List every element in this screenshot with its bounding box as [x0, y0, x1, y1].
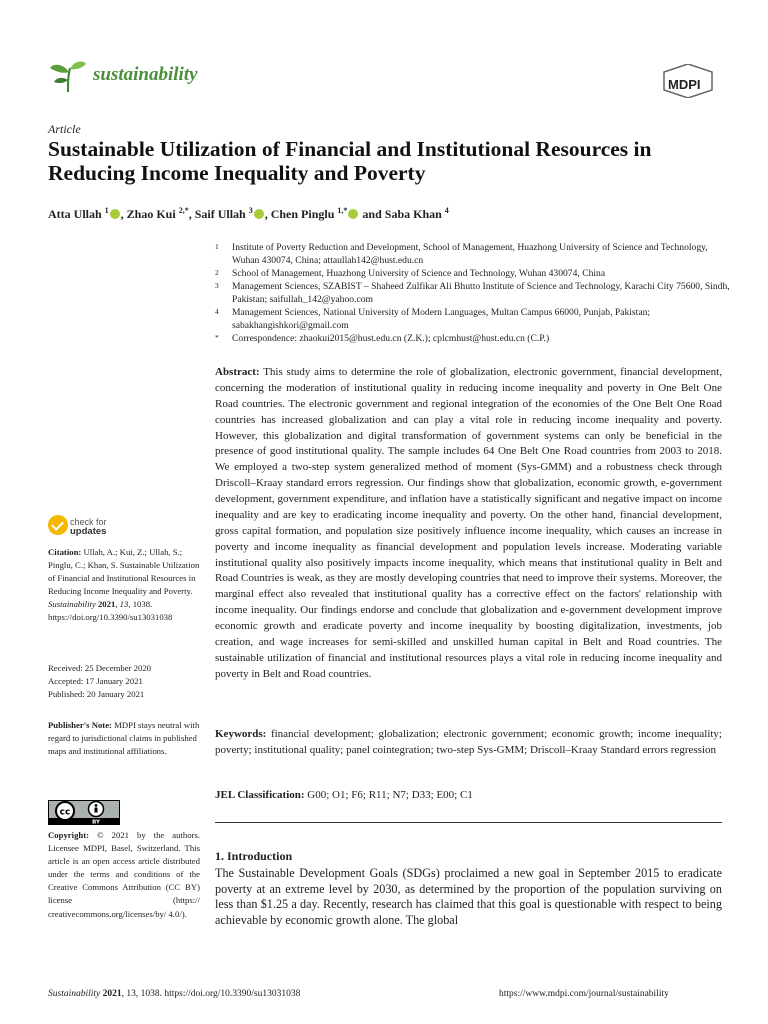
affiliation-text: Management Sciences, National University of Modern Languages, Multan Campus 66000, Punjab, Pakistan; sabakhangishkori@gmail.com: [232, 307, 651, 331]
author-name: Atta Ullah: [48, 207, 105, 221]
publisher-note-text: MDPI stays neutral with regard to jurisdictional claims in published maps and institutional affiliations.: [48, 720, 200, 757]
copyright-block: [48, 829, 200, 921]
mdpi-logo-text: MDPI: [668, 77, 701, 92]
journal-name: sustainability: [93, 64, 198, 85]
author-name: Chen Pinglu: [270, 207, 338, 221]
affiliation-item: [215, 267, 730, 280]
orcid-icon[interactable]: [254, 209, 264, 219]
affiliation-mark: 3: [215, 281, 219, 290]
article-title: Sustainable Utilization of Financial and Institutional Resources in Reducing Income Inequality and Poverty: [48, 137, 652, 185]
author-name: Zhao Kui: [126, 207, 179, 221]
check-updates-icon: [48, 515, 68, 535]
keywords: [215, 726, 722, 758]
introduction-text: The Sustainable Development Goals (SDGs) proclaimed a new goal in September 2015 to eradicate poverty at an extreme level by 2030, as determined by the proportion of the population surviving on less than $1.25 a day. Recently, research has claimed that this goal is questionable with respect to being achievable by economic growth alone. The global: [215, 866, 722, 927]
affiliation-text: Correspondence: zhaokui2015@hust.edu.cn (Z.K.); cplcmhust@hust.edu.cn (C.P.): [232, 333, 550, 344]
keywords-text: financial development; globalization; electronic government; economic growth; income inequality; poverty; institutional quality; panel cointegration; two-step Sys-GMM; Driscoll–Kraay Standard errors regression: [215, 728, 722, 756]
keywords-label: Keywords:: [215, 728, 267, 740]
footer-journal: Sustainability: [48, 989, 101, 999]
citation-label: Citation:: [48, 547, 82, 557]
article-type: Article: [48, 122, 81, 136]
affiliation-item: [215, 332, 730, 345]
published-date: Published: 20 January 2021: [48, 689, 145, 700]
section-heading-introduction: 1. Introduction: [215, 849, 293, 863]
check-updates-line1: check for: [70, 517, 107, 527]
section-divider: [215, 822, 722, 823]
publisher-note-label: Publisher's Note:: [48, 720, 112, 730]
citation-block: Citation: Ullah, A.; Kui, Z.; Ullah, S.; Pinglu, C.; Khan, S. Sustainable Utilization of Financial and Institutional Resources in Reducing Income Inequality and Poverty. Sustainability 2021, 13, 1038. https://doi.org/10.3390/su13031038: [48, 547, 200, 623]
footer-citation: [48, 989, 300, 999]
author-list: Atta Ullah $^1$ , Zhao Kui $^{2,*}$, Saif Ullah $^3$ , Chen Pinglu $^{1,*}$ and Saba Khan $^4$: [48, 206, 449, 221]
affiliation-mark: *: [215, 333, 219, 342]
check-for-updates-button[interactable]: [48, 515, 168, 541]
author-affiliation-mark: 1: [104, 206, 109, 215]
author-name: Saif Ullah: [194, 207, 249, 221]
author-affiliation-mark: 4: [444, 206, 449, 215]
citation-volume: 13: [119, 599, 129, 610]
affiliation-mark: 1: [215, 242, 219, 251]
citation-text: Ullah, A.; Kui, Z.; Ullah, S.; Pinglu, C.; Khan, S. Sustainable Utilization of Financial and Institutional Resources in Reducing Income Inequality and Poverty.: [48, 547, 200, 597]
accepted-date: Accepted: 17 January 2021: [48, 676, 143, 687]
affiliation-item: [215, 306, 730, 332]
footer-year: 2021: [102, 989, 122, 999]
jel-label: JEL Classification:: [215, 789, 305, 801]
orcid-icon[interactable]: [110, 209, 120, 219]
affiliation-item: [215, 241, 730, 267]
abstract: [215, 365, 722, 683]
affiliation-mark: 2: [215, 268, 219, 277]
citation-journal: Sustainability: [48, 599, 96, 610]
author-affiliation-mark: 1,*: [337, 206, 348, 215]
affiliation-text: Management Sciences, SZABIST – Shaheed Zulfikar Ali Bhutto Institute of Science and Technology, Karachi City 75600, Sindh, Pakistan; saifullah_142@yahoo.com: [232, 281, 730, 305]
affiliation-text: School of Management, Huazhong University of Science and Technology, Wuhan 430074, China: [232, 268, 606, 279]
svg-text:cc: cc: [59, 807, 71, 818]
cc-by-license-icon[interactable]: [48, 800, 120, 825]
jel-text: G00; O1; F6; R11; N7; D33; E00; C1: [307, 789, 473, 801]
publisher-note: [48, 719, 200, 758]
cc-by-label: BY: [92, 819, 100, 825]
copyright-label: Copyright:: [48, 830, 90, 840]
author-affiliation-mark: 3: [248, 206, 253, 215]
author-name: Saba Khan: [384, 207, 445, 221]
check-updates-line2: updates: [70, 526, 107, 537]
received-date: Received: 25 December 2020: [48, 663, 152, 673]
sustainability-logo-icon: [48, 58, 88, 94]
orcid-icon[interactable]: [348, 209, 358, 219]
affiliation-text: Institute of Poverty Reduction and Development, School of Management, Huazhong University of Science and Technology, Wuhan 430074, China; attaullah142@hust.edu.cn: [232, 242, 708, 266]
citation-year: 2021: [97, 599, 116, 610]
jel-classification: [215, 789, 722, 801]
copyright-text: © 2021 by the authors. Licensee MDPI, Basel, Switzerland. This article is an open access article distributed under the terms and conditions of the Creative Commons Attribution (CC BY) license (https:// creativecommons.org/licenses/by/ 4.0/).: [48, 830, 201, 919]
abstract-label: Abstract:: [215, 366, 260, 378]
author-affiliation-mark: 2,*: [178, 206, 189, 215]
footer-citation-rest: , 13, 1038. https://doi.org/10.3390/su13031038: [121, 989, 301, 999]
citation-pages: 1038.: [132, 599, 153, 610]
affiliations: [215, 241, 730, 345]
publication-dates: [48, 662, 200, 701]
citation-doi-link[interactable]: https://doi.org/10.3390/su13031038: [48, 612, 173, 623]
footer-journal-link[interactable]: https://www.mdpi.com/journal/sustainability: [499, 989, 669, 999]
affiliation-item: [215, 280, 730, 306]
affiliation-mark: 4: [215, 307, 219, 316]
abstract-text: This study aims to determine the role of globalization, electronic government, financial development, concerning the moderation of institutional quality in reducing income inequality and poverty in One Belt One Road countries. The electronic government and regional integration of the economies of the One Belt One Road countries has increased globalization and can play a vital role in reducing income inequality and poverty. However, this globalization and digital transformation of government systems can only be beneficial in the presence of good institutional quality. The sample includes 64 One Belt One Road countries from 2003 to 2018. We employed a two-step system generalized method of moment (Sys-GMM) and a robustness check through Driscoll–Kraay standard errors regression. Our findings show that globalization, economic growth, e-government development, government expenditure, and inflation have a statistically significant and negative impact on income inequality and are key to eradicating income inequality and poverty. On the other hand, financial development, gross capital formation, and population size positively influence income inequality, which causes an increase in poverty and income inequality as financial development and population levels increase. Moderating variable institutional quality also positively impacts income inequality, which means that institutional quality in Belt and Road Countries is weak, as they are mostly developing countries that need to improve their systems. Moreover, the marginal effect also revealed that institutional quality has a corrective effect on the factors' relationship with income inequality. Our findings endorse and conclude that globalization and e-government development improve economic growth and eradicate poverty and income inequality by boosting digitalization, investments, job creation, and wage increases for semi-skilled and unskilled human capital in Belt and Road countries. The sustainable utilization of financial and institutional resources plays a vital role in reducing income inequality and poverty in Belt and Road countries.: [215, 366, 722, 680]
